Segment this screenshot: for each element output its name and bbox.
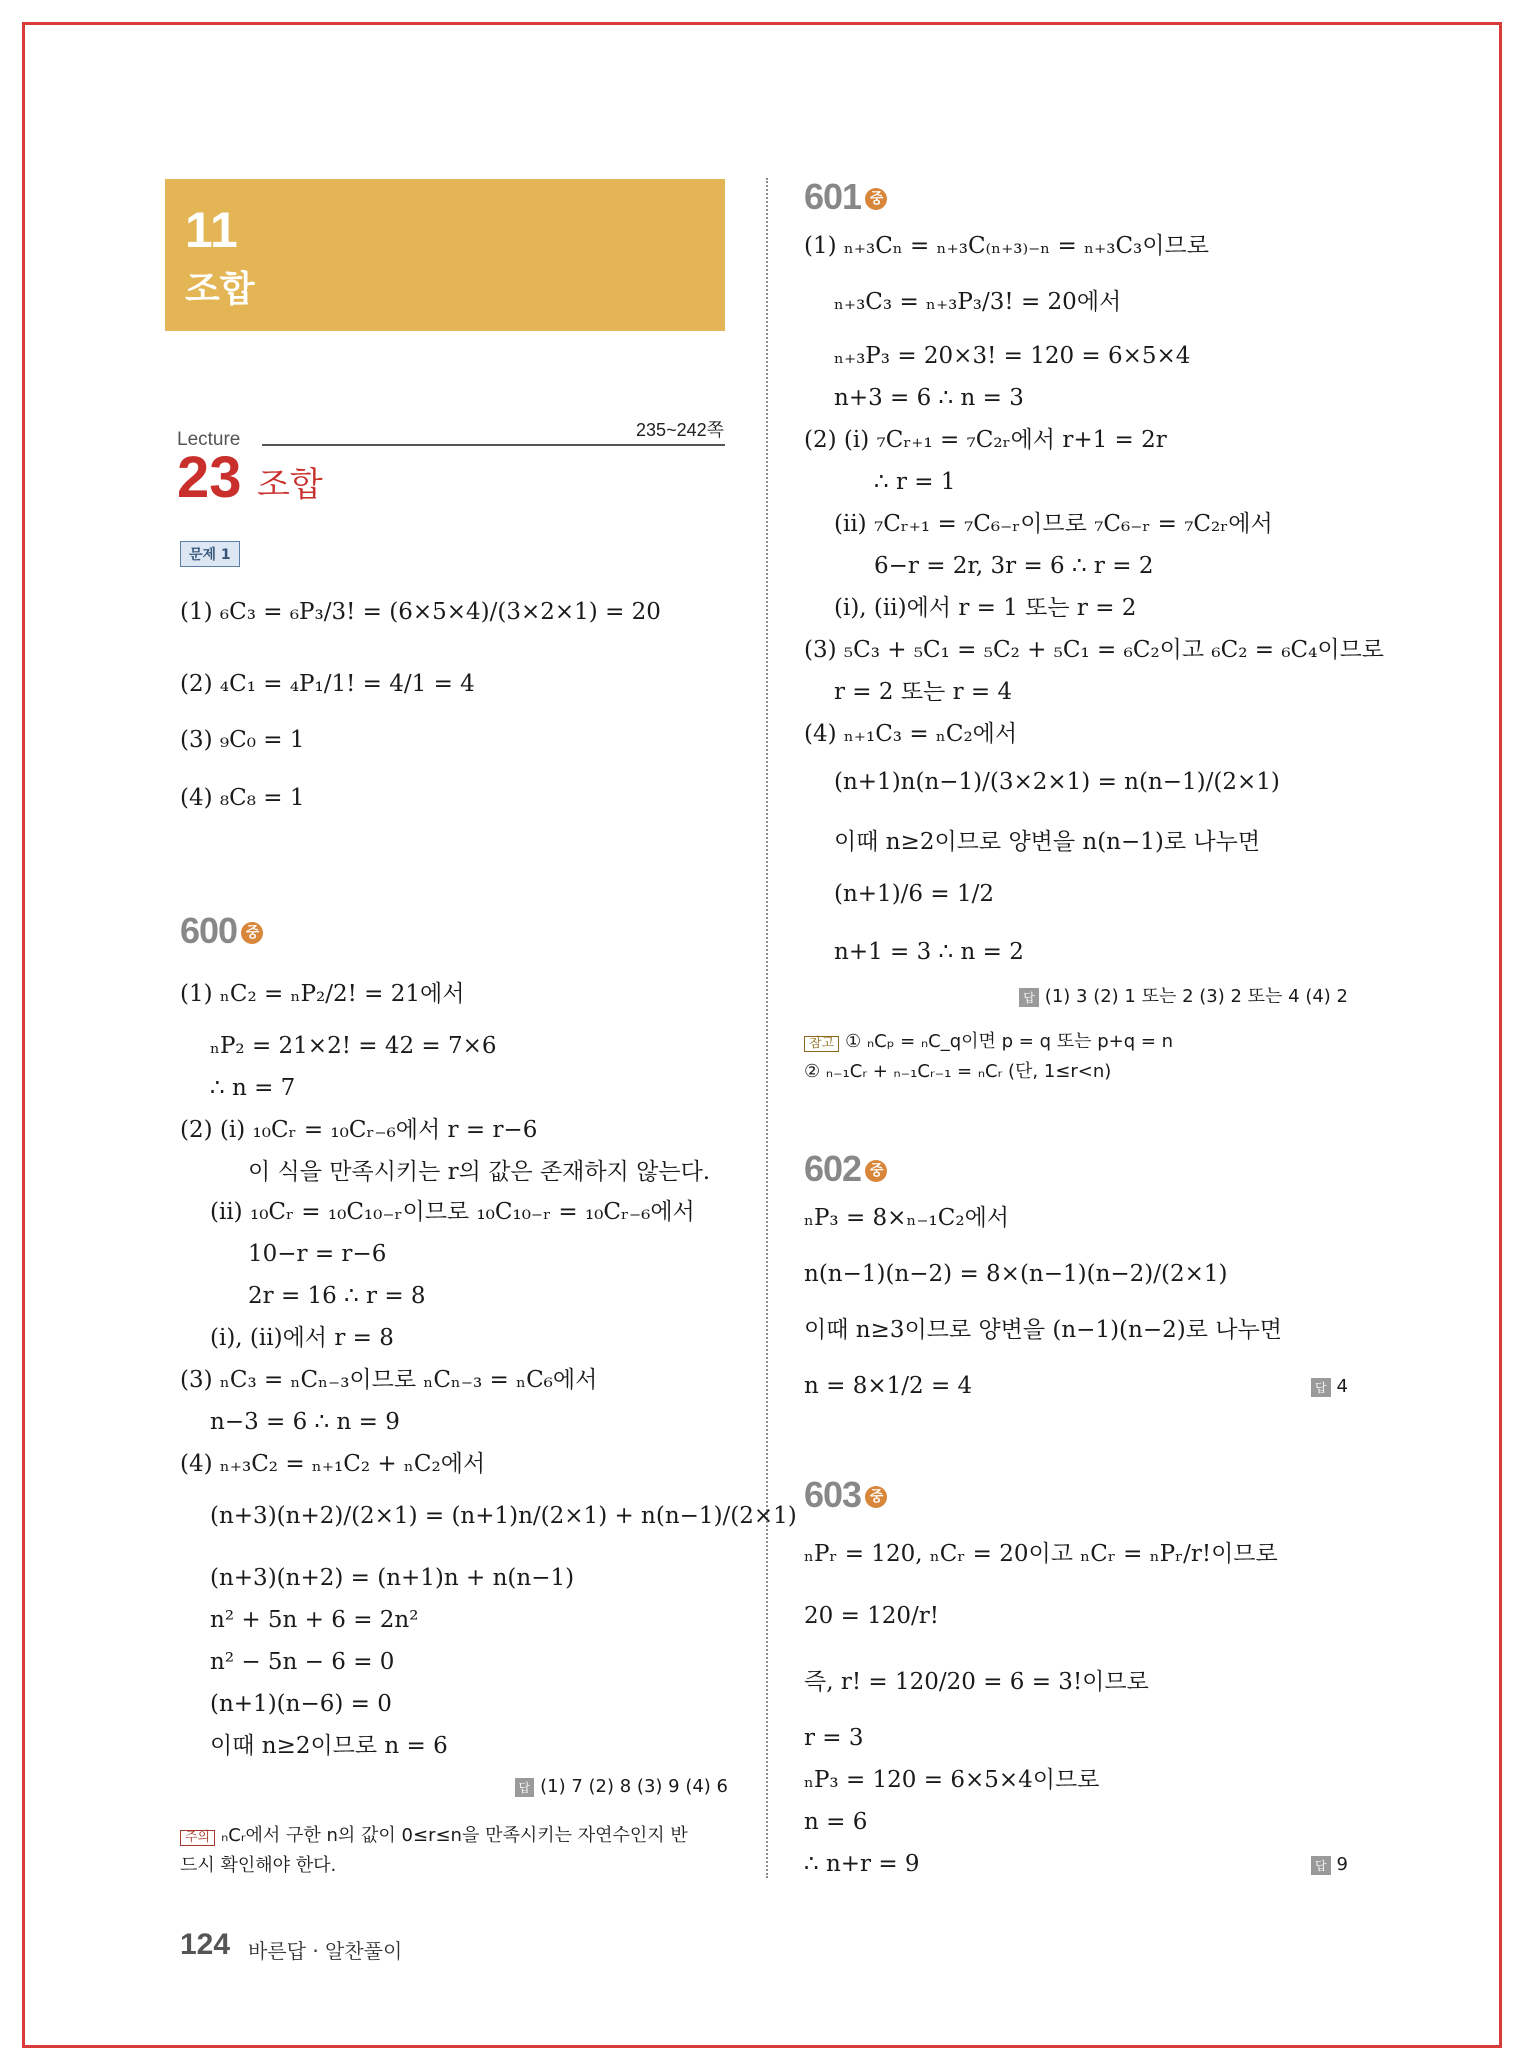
solution-line: 20 = 120/r!: [804, 1603, 940, 1629]
chapter-banner: [165, 179, 725, 331]
answer-mark: 답: [515, 1778, 535, 1797]
solution-line: (n+3)(n+2)/(2×1) = (n+1)n/(2×1) + n(n−1)/(2×1): [210, 1503, 797, 1529]
solution-line: (ii) ₇Cᵣ₊₁ = ₇C₆₋ᵣ이므로 ₇C₆₋ᵣ = ₇C₂ᵣ에서: [834, 511, 1273, 537]
caution-note: [180, 1826, 688, 1846]
lecture-rule: [262, 444, 725, 446]
solution-line: n−3 = 6 ∴ n = 9: [210, 1409, 400, 1435]
problem-number-600: [180, 910, 263, 952]
solution-line: n² − 5n − 6 = 0: [210, 1649, 395, 1675]
solution-line: n = 8×1/2 = 4: [804, 1373, 973, 1399]
solution-line: 즉, r! = 120/20 = 6 = 3!이므로: [804, 1669, 1149, 1695]
solution-line: 2r = 16 ∴ r = 8: [248, 1283, 426, 1309]
answer-600: [515, 1776, 728, 1797]
solution-line: (n+1)n(n−1)/(3×2×1) = n(n−1)/(2×1): [834, 769, 1280, 795]
solution-line: ∴ n = 7: [210, 1075, 296, 1101]
solution-line: (4) ₈C₈ = 1: [180, 785, 305, 811]
note-line: 드시 확인해야 한다.: [180, 1855, 337, 1876]
level-badge: 중: [865, 1486, 887, 1508]
problem-number: 601: [804, 176, 862, 217]
problem-number: 600: [180, 910, 238, 951]
answer-text: (1) 7 (2) 8 (3) 9 (4) 6: [540, 1776, 728, 1797]
solution-line: (3) ₉C₀ = 1: [180, 727, 305, 753]
solution-line: (1) ₙ₊₃Cₙ = ₙ₊₃C₍ₙ₊₃₎₋ₙ = ₙ₊₃C₃이므로: [804, 233, 1209, 259]
solution-line: (4) ₙ₊₁C₃ = ₙC₂에서: [804, 721, 1018, 747]
problem-number-601: [804, 176, 887, 218]
answer-602: [1311, 1376, 1348, 1397]
answer-mark: 답: [1311, 1856, 1331, 1875]
solution-line: ₙ₊₃C₃ = ₙ₊₃P₃/3! = 20에서: [834, 289, 1122, 315]
solution-line: ₙP₃ = 8×ₙ₋₁C₂에서: [804, 1205, 1010, 1231]
problem-number: 602: [804, 1148, 862, 1189]
solution-line: ∴ r = 1: [874, 469, 956, 495]
problem-tag: 문제 1: [180, 541, 240, 567]
problem-number-603: [804, 1474, 887, 1516]
level-badge: 중: [241, 922, 263, 944]
solution-line: ₙPᵣ = 120, ₙCᵣ = 20이고 ₙCᵣ = ₙPᵣ/r!이므로: [804, 1541, 1278, 1567]
solution-line: ₙ₊₃P₃ = 20×3! = 120 = 6×5×4: [834, 343, 1191, 369]
solution-line: (ii) ₁₀Cᵣ = ₁₀C₁₀₋ᵣ이므로 ₁₀C₁₀₋ᵣ = ₁₀Cᵣ₋₆에서: [210, 1199, 695, 1225]
level-badge: 중: [865, 188, 887, 210]
answer-601: [1019, 982, 1348, 1008]
solution-line: (2) ₄C₁ = ₄P₁/1! = 4/1 = 4: [180, 671, 475, 697]
chapter-number: 11: [185, 202, 238, 258]
answer-text: (1) 3 (2) 1 또는 2 (3) 2 또는 4 (4) 2: [1044, 986, 1348, 1007]
solution-line: (1) ₆C₃ = ₆P₃/3! = (6×5×4)/(3×2×1) = 20: [180, 599, 661, 625]
lecture-label: Lecture: [177, 429, 241, 450]
problem-number-602: [804, 1148, 887, 1190]
lecture-pages: 235~242쪽: [636, 420, 724, 440]
solution-line: 이 식을 만족시키는 r의 값은 존재하지 않는다.: [248, 1159, 711, 1185]
note-line: ② ₙ₋₁Cᵣ + ₙ₋₁Cᵣ₋₁ = ₙCᵣ (단, 1≤r<n): [804, 1061, 1112, 1082]
solution-line: ₙP₃ = 120 = 6×5×4이므로: [804, 1767, 1100, 1793]
solution-line: r = 2 또는 r = 4: [834, 679, 1013, 705]
solution-line: (1) ₙC₂ = ₙP₂/2! = 21에서: [180, 981, 465, 1007]
solution-line: n(n−1)(n−2) = 8×(n−1)(n−2)/(2×1): [804, 1261, 1228, 1287]
solution-line: ₙP₂ = 21×2! = 42 = 7×6: [210, 1033, 497, 1059]
solution-line: 이때 n≥2이므로 양변을 n(n−1)로 나누면: [834, 829, 1261, 855]
answer-text: 4: [1336, 1376, 1348, 1397]
column-divider: [766, 178, 768, 1878]
footer-title: 바른답 · 알찬풀이: [248, 1939, 403, 1963]
level-badge: 중: [865, 1160, 887, 1182]
solution-line: (2) (i) ₁₀Cᵣ = ₁₀Cᵣ₋₆에서 r = r−6: [180, 1117, 538, 1143]
solution-line: ∴ n+r = 9: [804, 1851, 920, 1877]
solution-line: (4) ₙ₊₃C₂ = ₙ₊₁C₂ + ₙC₂에서: [180, 1451, 486, 1477]
solution-line: r = 3: [804, 1725, 864, 1751]
lecture-title: 조합: [257, 465, 323, 505]
reference-note: [804, 1032, 1173, 1052]
chapter-title: 조합: [185, 269, 255, 310]
answer-603: [1311, 1854, 1348, 1875]
note-line: ₙCᵣ에서 구한 n의 값이 0≤r≤n을 만족시키는 자연수인지 반: [221, 1825, 688, 1846]
solution-line: n+1 = 3 ∴ n = 2: [834, 939, 1024, 965]
solution-line: n = 6: [804, 1809, 868, 1835]
solution-line: n+3 = 6 ∴ n = 3: [834, 385, 1024, 411]
solution-line: (3) ₅C₃ + ₅C₁ = ₅C₂ + ₅C₁ = ₆C₂이고 ₆C₂ = ₆C₄이므로: [804, 637, 1385, 663]
solution-line: (3) ₙC₃ = ₙCₙ₋₃이므로 ₙCₙ₋₃ = ₙC₆에서: [180, 1367, 598, 1393]
note-tag: 주의: [180, 1830, 215, 1846]
answer-text: 9: [1336, 1854, 1348, 1875]
page-number: 124: [180, 1928, 231, 1961]
note-line: ① ₙCₚ = ₙC_q이면 p = q 또는 p+q = n: [845, 1031, 1174, 1052]
solution-line: (i), (ii)에서 r = 1 또는 r = 2: [834, 595, 1137, 621]
solution-line: 이때 n≥2이므로 n = 6: [210, 1733, 448, 1759]
solution-line: n² + 5n + 6 = 2n²: [210, 1607, 419, 1633]
solution-line: 6−r = 2r, 3r = 6 ∴ r = 2: [874, 553, 1154, 579]
solution-line: (n+3)(n+2) = (n+1)n + n(n−1): [210, 1565, 575, 1591]
solution-line: (i), (ii)에서 r = 8: [210, 1325, 394, 1351]
note-tag: 참고: [804, 1036, 839, 1052]
problem-number: 603: [804, 1474, 862, 1515]
answer-mark: 답: [1019, 988, 1039, 1007]
solution-line: (n+1)/6 = 1/2: [834, 881, 994, 907]
solution-line: 10−r = r−6: [248, 1241, 387, 1267]
answer-mark: 답: [1311, 1378, 1331, 1397]
solution-line: (n+1)(n−6) = 0: [210, 1691, 392, 1717]
solution-line: (2) (i) ₇Cᵣ₊₁ = ₇C₂ᵣ에서 r+1 = 2r: [804, 427, 1167, 453]
solution-line: 이때 n≥3이므로 양변을 (n−1)(n−2)로 나누면: [804, 1317, 1282, 1343]
lecture-number: 23: [177, 445, 242, 510]
